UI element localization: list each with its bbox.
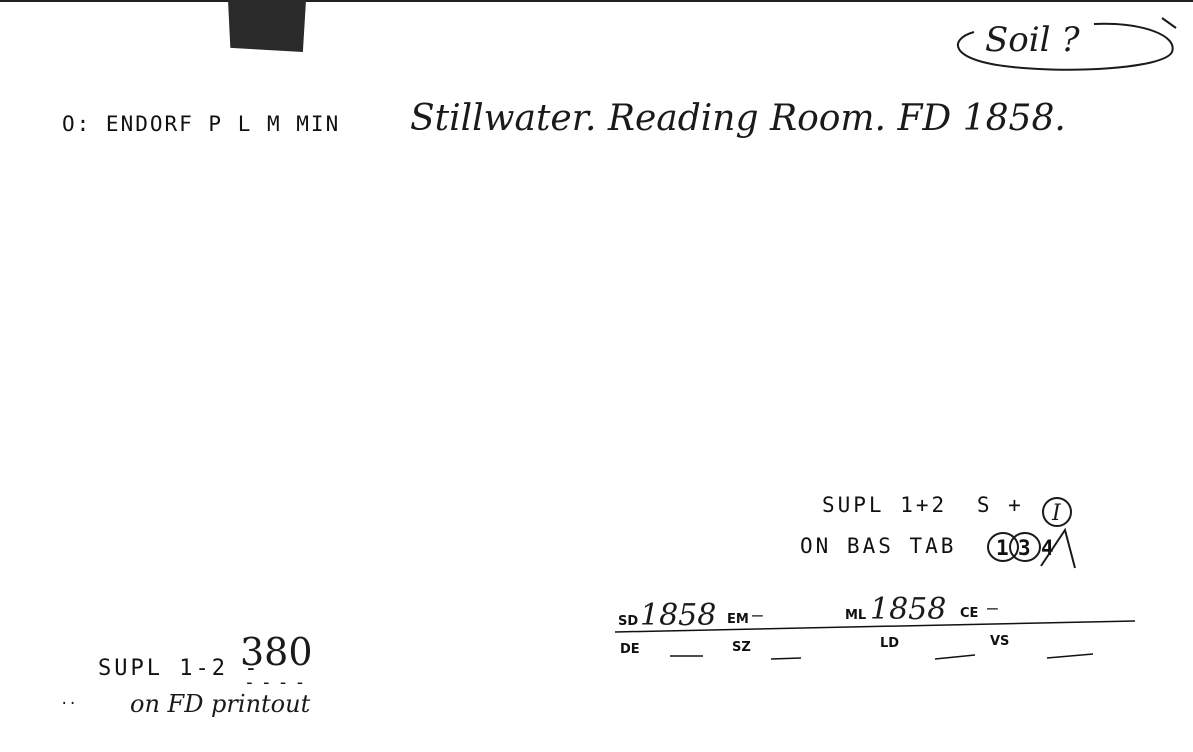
bottom-dashes: ---- xyxy=(244,672,312,693)
ce-label: CE xyxy=(960,606,979,621)
ce-value: — xyxy=(987,598,998,619)
sd-label: SD xyxy=(618,614,639,629)
supplement-line-2-label: ON BAS TAB xyxy=(800,534,957,558)
top-note: Soil ? xyxy=(985,20,1080,60)
sd-value: 1858 xyxy=(640,598,717,633)
em-value: — xyxy=(752,605,763,626)
circled-marks-icon xyxy=(985,490,1085,570)
circled-3: 3 xyxy=(1018,536,1031,560)
bottom-note: on FD printout xyxy=(130,690,311,718)
ld-label: LD xyxy=(880,636,900,651)
de-label: DE xyxy=(620,642,640,657)
supplement-line-1-label: SUPL 1+2 xyxy=(822,493,948,517)
ml-label: ML xyxy=(845,608,867,623)
circled-1: 1 xyxy=(996,536,1009,560)
card-tab-mark xyxy=(228,0,306,52)
sz-label: SZ xyxy=(732,640,751,655)
vs-label: VS xyxy=(990,634,1010,649)
em-label: EM xyxy=(727,612,749,627)
stray-marks: .. xyxy=(60,692,77,708)
top-border-line xyxy=(0,0,1193,2)
circled-i: I xyxy=(1052,501,1061,526)
bottom-supl-label: SUPL 1-2 - xyxy=(98,656,261,681)
ml-value: 1858 xyxy=(870,592,947,627)
crossed-4: 4 xyxy=(1041,536,1054,560)
location-code: O: ENDORF P L M MIN xyxy=(62,112,341,136)
supplement-line-1-suffix: S + xyxy=(976,493,1024,517)
location-description: Stillwater. Reading Room. FD 1858. xyxy=(410,98,1066,139)
bottom-supl-value: 380 xyxy=(240,630,313,674)
